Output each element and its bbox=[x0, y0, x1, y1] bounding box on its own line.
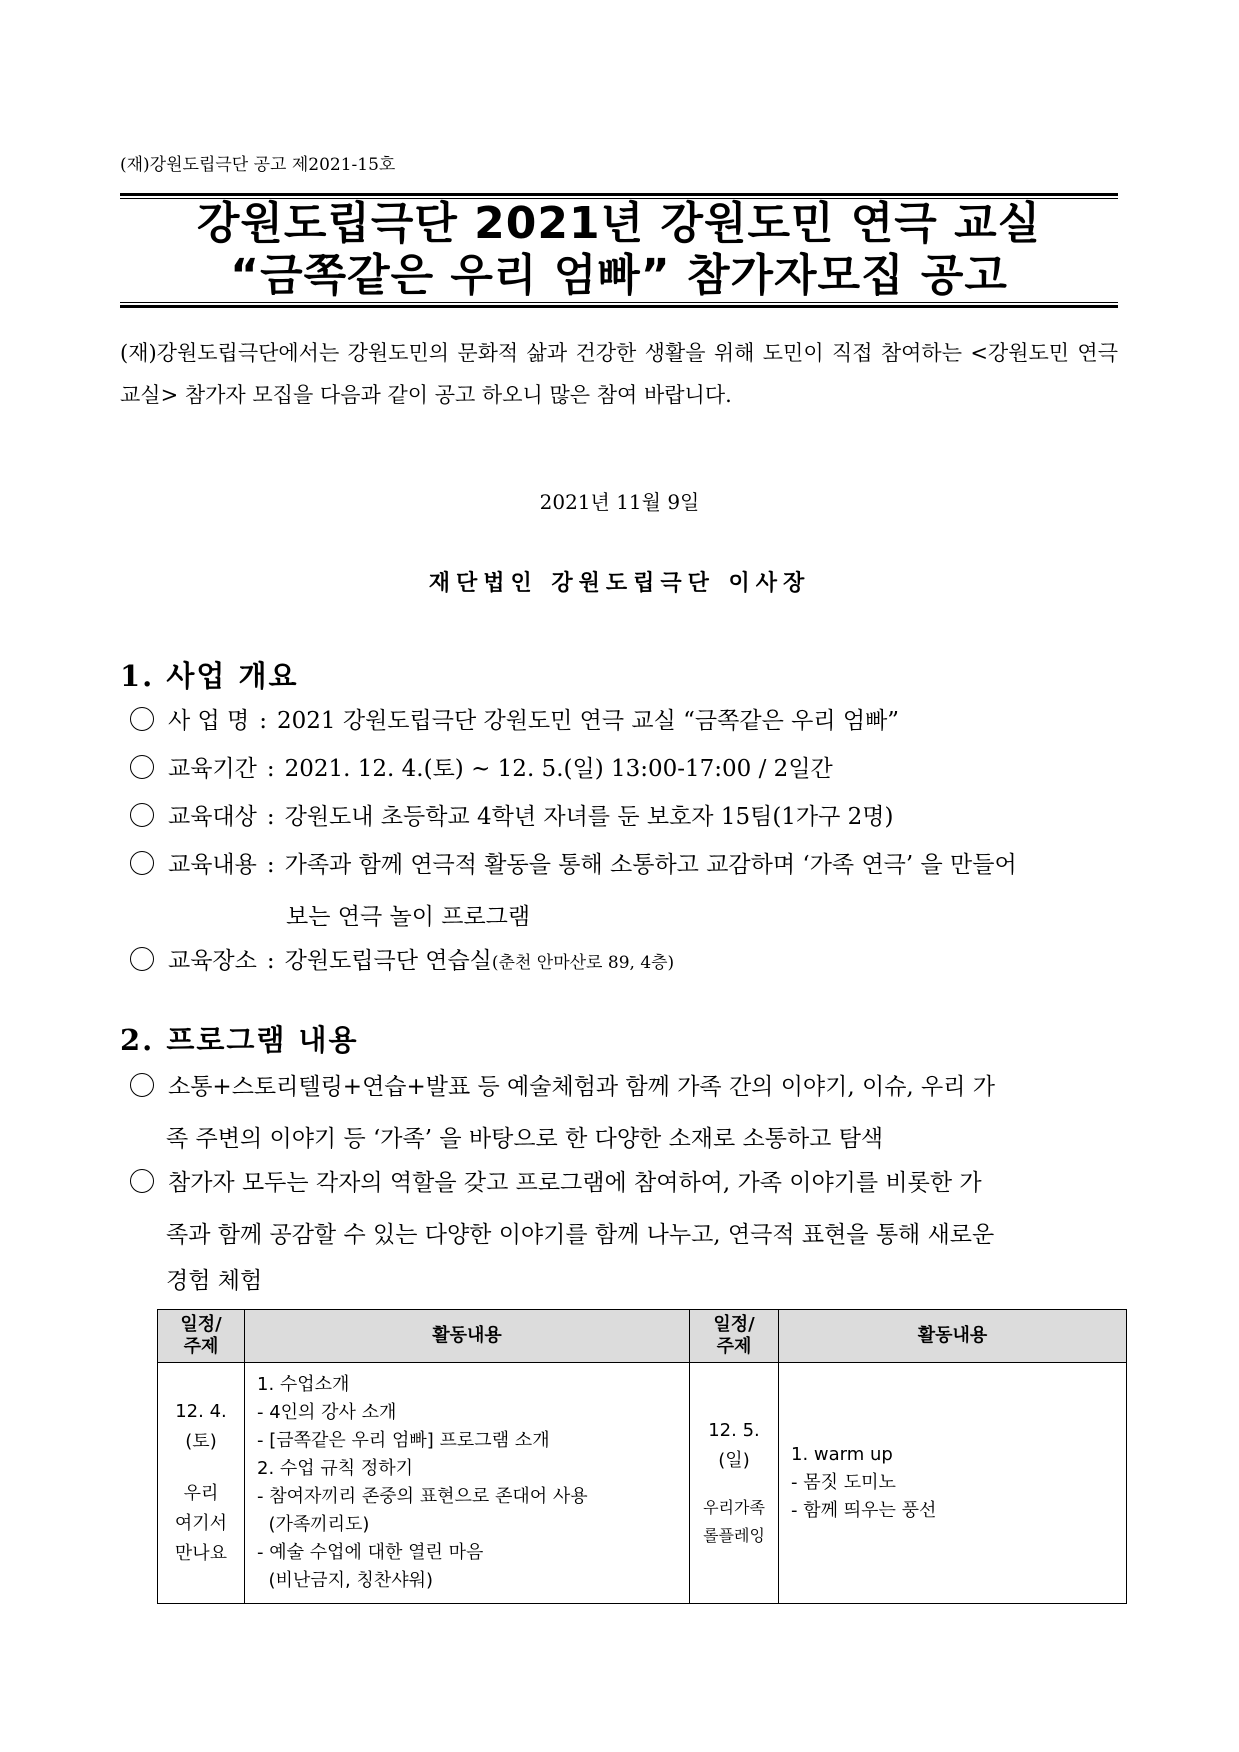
header-activity-2: 활동내용 bbox=[779, 1310, 1127, 1363]
activity-line: - 몸짓 도미노 bbox=[791, 1472, 896, 1493]
program-item-1-cont: 족 주변의 이야기 등 ‘가족’ 을 바탕으로 한 다양한 소재로 소통하고 탐색 bbox=[166, 1126, 884, 1152]
day1-theme: 우리 bbox=[183, 1483, 219, 1504]
overview-item-venue: 교육장소 : 강원도립극단 연습실(춘천 안마산로 89, 4층) bbox=[130, 940, 674, 984]
item-label: 교육장소 bbox=[168, 948, 257, 974]
day1-theme: 만나요 bbox=[174, 1543, 228, 1564]
item-value: 강원도내 초등학교 4학년 자녀를 둔 보호자 15팀(1가구 2명) bbox=[284, 804, 894, 830]
program-item-2 bbox=[130, 1162, 982, 1204]
title-rule-bottom-thin bbox=[120, 302, 1118, 303]
activity-line: - 4인의 강사 소개 bbox=[257, 1402, 397, 1423]
item-label: 교육내용 bbox=[168, 852, 257, 878]
activity-line: (가족끼리도) bbox=[257, 1514, 370, 1535]
day2-weekday: (일) bbox=[718, 1450, 750, 1471]
day1-schedule bbox=[158, 1363, 245, 1604]
title-rule-bottom bbox=[120, 305, 1118, 308]
notice-date: 2021년 11월 9일 bbox=[539, 490, 700, 514]
item-label: 사 업 명 bbox=[168, 708, 250, 734]
activity-line: (비난금지, 칭찬샤워) bbox=[257, 1570, 434, 1591]
section1-heading: 1. 사업 개요 bbox=[120, 659, 299, 693]
issuer: 재단법인 강원도립극단 이사장 bbox=[428, 570, 811, 596]
program-item-2-cont: 족과 함께 공감할 수 있는 다양한 이야기를 함께 나누고, 연극적 표현을 통해 새로운 bbox=[166, 1222, 995, 1248]
circle-bullet-icon bbox=[130, 1073, 154, 1097]
day1-activities bbox=[245, 1363, 690, 1604]
day2-theme: 롤플레잉 bbox=[703, 1526, 765, 1545]
circle-bullet-icon bbox=[130, 707, 154, 731]
circle-bullet-icon bbox=[130, 851, 154, 875]
overview-item-content: 교육내용 : 가족과 함께 연극적 활동을 통해 소통하고 교감하며 ‘가족 연극’ 을 만들어 bbox=[130, 844, 1017, 886]
program-table bbox=[157, 1309, 1127, 1604]
activity-line: - 참여자끼리 존중의 표현으로 존대어 사용 bbox=[257, 1486, 588, 1507]
program-text: 소통+스토리텔링+연습+발표 등 예술체험과 함께 가족 간의 이야기, 이슈, 우리 가 bbox=[168, 1074, 995, 1100]
table-header-row bbox=[158, 1310, 1127, 1363]
title-line-1: 강원도립극단 2021년 강원도민 연극 교실 bbox=[196, 198, 1042, 249]
section2-heading: 2. 프로그램 내용 bbox=[120, 1023, 359, 1057]
header-schedule-1: 일정/ 주제 bbox=[158, 1310, 245, 1363]
item-value-note: (춘천 안마산로 89, 4층) bbox=[491, 953, 675, 973]
activity-line: 1. warm up bbox=[791, 1444, 893, 1465]
circle-bullet-icon bbox=[130, 1169, 154, 1193]
header-schedule-2: 일정/ 주제 bbox=[690, 1310, 779, 1363]
overview-item-target: 교육대상 : 강원도내 초등학교 4학년 자녀를 둔 보호자 15팀(1가구 2명) bbox=[130, 796, 894, 838]
program-item-2-cont2: 경험 체험 bbox=[166, 1268, 263, 1294]
activity-line: 2. 수업 규칙 정하기 bbox=[257, 1458, 414, 1479]
activity-line: 1. 수업소개 bbox=[257, 1374, 350, 1395]
table-row bbox=[158, 1363, 1127, 1604]
overview-item-period: 교육기간 : 2021. 12. 4.(토) ~ 12. 5.(일) 13:00-17:00 / 2일간 bbox=[130, 748, 833, 790]
circle-bullet-icon bbox=[130, 803, 154, 827]
activity-line: - [금쪽같은 우리 엄빠] 프로그램 소개 bbox=[257, 1430, 550, 1451]
day1-date: 12. 4. bbox=[175, 1401, 227, 1422]
day2-activities bbox=[779, 1363, 1127, 1604]
item-label: 교육대상 bbox=[168, 804, 257, 830]
day2-schedule bbox=[690, 1363, 779, 1604]
item-value: 2021. 12. 4.(토) ~ 12. 5.(일) 13:00-17:00 / 2일간 bbox=[284, 756, 833, 782]
intro-paragraph: (재)강원도립극단에서는 강원도민의 문화적 삶과 건강한 생활을 위해 도민이 직접 참여하는 <강원도민 연극 교실> 참가자 모집을 다음과 같이 공고 하오니 많은 참여 바랍니다. bbox=[120, 341, 1118, 407]
item-label: 교육기간 bbox=[168, 756, 257, 782]
program-text: 참가자 모두는 각자의 역할을 갖고 프로그램에 참여하여, 가족 이야기를 비롯한 가 bbox=[168, 1170, 982, 1196]
program-item-1 bbox=[130, 1066, 995, 1108]
circle-bullet-icon bbox=[130, 755, 154, 779]
activity-line: - 함께 띄우는 풍선 bbox=[791, 1500, 937, 1521]
day1-theme: 여기서 bbox=[174, 1513, 228, 1534]
activity-line: - 예술 수업에 대한 열린 마음 bbox=[257, 1542, 484, 1563]
title-line-2: “금쪽같은 우리 엄빠” 참가자모집 공고 bbox=[230, 250, 1008, 301]
day2-theme: 우리가족 bbox=[703, 1498, 765, 1517]
day1-weekday: (토) bbox=[185, 1431, 217, 1452]
header-activity-1: 활동내용 bbox=[245, 1310, 690, 1363]
notice-number: (재)강원도립극단 공고 제2021-15호 bbox=[120, 155, 396, 175]
overview-item-content-cont: 보는 연극 놀이 프로그램 bbox=[286, 904, 531, 930]
day2-date: 12. 5. bbox=[708, 1420, 760, 1441]
item-value: 강원도립극단 연습실 bbox=[284, 948, 492, 974]
overview-item-name: 사 업 명 : 2021 강원도립극단 강원도민 연극 교실 “금쪽같은 우리 엄빠” bbox=[130, 700, 899, 742]
item-value: 가족과 함께 연극적 활동을 통해 소통하고 교감하며 ‘가족 연극’ 을 만들어 bbox=[284, 852, 1017, 878]
item-value: 2021 강원도립극단 강원도민 연극 교실 “금쪽같은 우리 엄빠” bbox=[277, 708, 900, 734]
circle-bullet-icon bbox=[130, 947, 154, 971]
